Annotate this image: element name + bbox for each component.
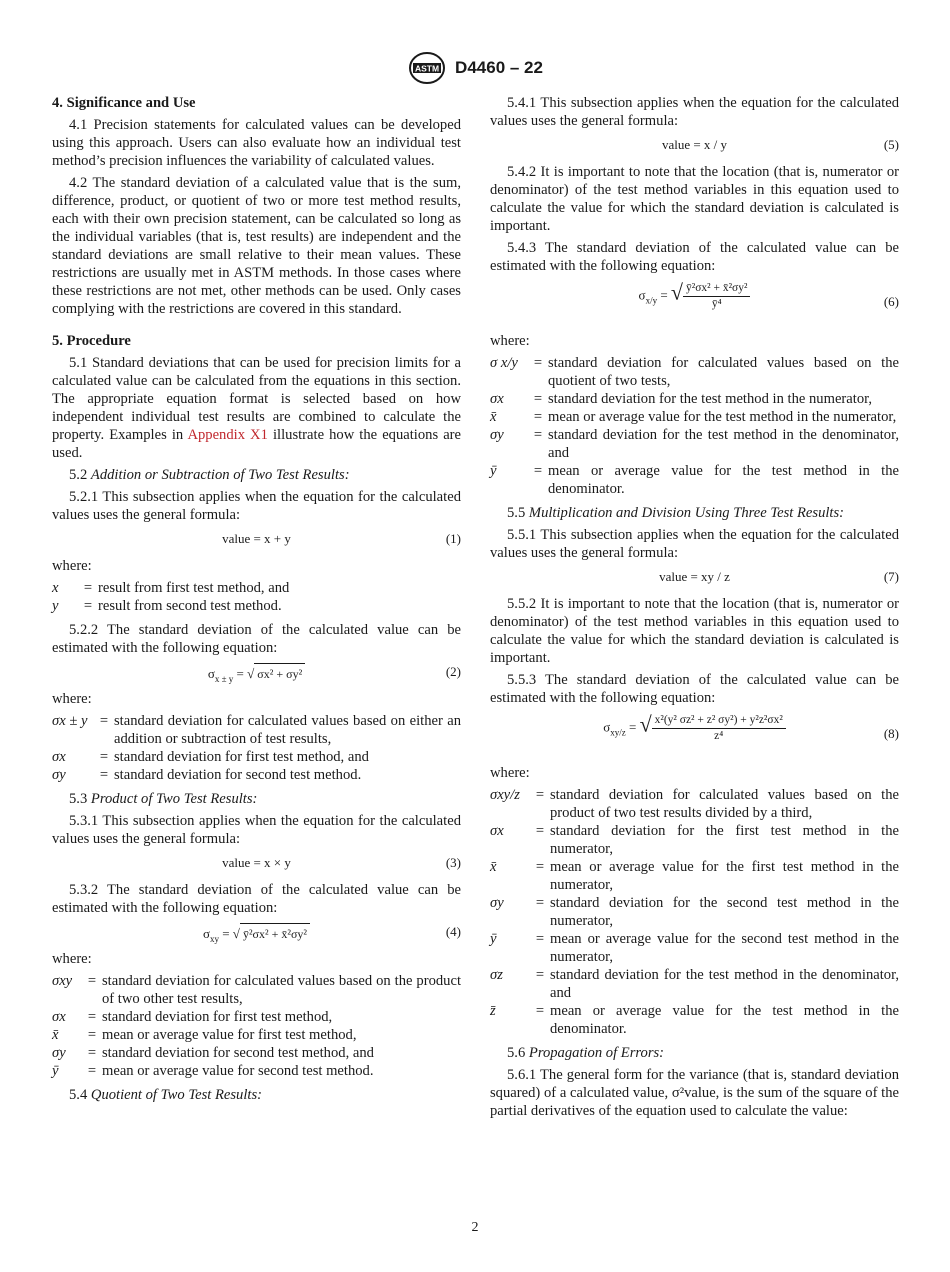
equation-4-lhs: σ [202,926,210,941]
definitions-eq4 [52,972,461,1080]
definition-row: y = result from second test method. [52,597,461,615]
definition-row: σxy/z = standard deviation for calculated values based on the product of two test results divided by a third, [490,787,899,821]
equation-4: $\sigma_{xy}$ = √ ȳ²σx² + x̄²σy² (4) [202,924,461,944]
definition-row: ȳ = mean or average value for second test method. [52,1062,461,1080]
definition-text: standard deviation for calculated values based on the product of two test results divided by a third, [550,787,899,821]
definition-text: standard deviation for second test method. [114,767,362,783]
equation-6-number: (6) [883,294,899,309]
equation-7-expression: value = xy / z [659,569,730,584]
definition-text: standard deviation for first test method, [102,1009,333,1025]
equation-8-lhs-sub: xy/z [610,727,626,738]
equation-6-lhs: σ [638,287,646,303]
paragraph-5-2-2: 5.2.2 The standard deviation of the calculated value can be estimated with the following equation: [52,622,461,656]
definition-symbol: σx [52,749,66,765]
appendix-x1-link[interactable]: Appendix X1 [187,427,268,443]
definitions-eq6 [490,354,899,498]
equation-5-expression: value = x / y [661,137,728,152]
equation-2-number: (2) [445,664,461,679]
subsection-title: Propagation of Errors: [528,1045,665,1061]
definition-symbol: σy [52,767,66,783]
paragraph-5-6 [490,1044,899,1062]
equation-6-denominator: ȳ⁴ [711,298,722,310]
paragraph-5-1-text-b: illustrate how the equations are used. [52,427,462,461]
definition-row: z̄ = mean or average value for the test method in the denominator. [490,1003,899,1037]
equation-6-numerator: ȳ²σx² + x̄²σy² [683,281,750,297]
definition-row: σy = standard deviation for second test method. [52,766,461,784]
paragraph-5-3-2: 5.3.2 The standard deviation of the calculated value can be estimated with the following equation: [52,882,461,916]
definition-row: σ x/y = standard deviation for calculated values based on the quotient of two tests, [490,355,899,389]
paragraph-5-4-2: 5.4.2 It is important to note that the location (that is, numerator or denominator) of the test method variables in this equation used to calculate the value for which the standard deviation is calculated is important. [490,164,899,234]
paragraph-5-1-text-a: 5.1 Standard deviations that can be used for precision limits for a calculated value can be calculated from the equations in this section. The appropriate equation format is selected based on how independent individual test results are combined to calculate the property. Examples in [52,355,461,443]
paragraph-5-5 [490,504,899,522]
definition-row: σy = standard deviation for the test method in the denominator, and [490,427,899,461]
equation-8-denominator: z⁴ [714,730,724,742]
equation-1-expression: value = x + y [222,531,291,546]
definition-text: standard deviation for calculated values based on either an addition or subtraction of test results, [114,713,461,747]
definition-text: standard deviation for first test method, and [114,749,369,765]
definition-symbol: σx [490,823,504,839]
paragraph-5-6-1: 5.6.1 The general form for the variance (that is, standard deviation squared) of a calculated value, σ²value, is the sum of the square of the partial derivatives of the equation used to calculate the value: [490,1067,899,1119]
definition-row: x̄ = mean or average value for first test method, [52,1026,461,1044]
definitions-eq2 [52,712,461,784]
equation-4-radicand: ȳ²σx² + x̄²σy² [240,923,310,943]
equation-8-numerator: x²(y² σz² + z² σy²) + y²z²σx² [652,713,786,729]
definition-row: σy = standard deviation for the second test method in the numerator, [490,895,899,929]
astm-logo-icon [407,50,447,86]
where-label: where: [52,951,92,967]
paragraph-5-5-3: 5.5.3 The standard deviation of the calculated value can be estimated with the following equation: [490,672,899,706]
definition-symbol: x [52,580,59,596]
equation-8-lhs: σ [603,719,611,735]
definition-symbol: z̄ [490,1003,496,1019]
equation-3 [52,852,461,874]
paragraph-5-4 [52,1086,461,1104]
paragraph-5-5-1: 5.5.1 This subsection applies when the equation for the calculated values uses the general formula: [490,527,899,561]
paragraph-5-2-1: 5.2.1 This subsection applies when the equation for the calculated values uses the general formula: [52,489,461,523]
definition-row: σx = standard deviation for first test method, [52,1008,461,1026]
sqrt-icon: √ [670,279,683,305]
definition-text: mean or average value for second test method. [102,1063,374,1079]
sqrt-icon: √ [639,711,652,737]
definition-row: σx = standard deviation for first test method, and [52,748,461,766]
equation-3-number: (3) [445,855,461,870]
definition-text: standard deviation for calculated values based on the product of two other test results, [102,973,461,1007]
definition-symbol: σy [490,895,504,911]
definition-row: σy = standard deviation for second test method, and [52,1044,461,1062]
equation-7 [490,566,899,588]
equation-8: $\sigma_{xy/z}$ = √ $\frac{\text{x²(y² σz² + z² σy²) + y²z²σx²}}{\text{z⁴}}$ (8) [603,711,899,742]
where-label: where: [490,765,530,781]
definition-text: standard deviation for second test method, and [102,1045,374,1061]
section-4-heading: 4. Significance and Use [52,95,196,111]
definition-symbol: y [52,598,59,614]
subsection-title: Quotient of Two Test Results: [90,1087,262,1103]
definition-row: x = result from first test method, and [52,579,461,597]
equation-5-number: (5) [883,137,899,152]
definition-text: standard deviation for the second test method in the numerator, [550,895,899,929]
equation-2-lhs-sub: x ± y [214,674,234,684]
subsection-number: 5.4 [69,1087,88,1103]
paragraph-4-2: 4.2 The standard deviation of a calculated value that is the sum, difference, product, or quotient of two or more test method results, each with their own precision statement, can be calculated so long as the individual variables (that is, test results) are independent and the standard deviations are small relative to their mean values. These restrictions are usually met in ASTM methods. In those cases where these restrictions are not met, other methods can be used. Only cases complying with the restrictions are covered in this standard. [52,175,461,317]
right-column [490,94,899,1124]
definition-symbol: σx [490,391,504,407]
definition-text: standard deviation for the first test method in the numerator, [550,823,899,857]
left-column [52,94,461,1108]
definition-symbol: ȳ [490,463,497,479]
definition-row: σx ± y = standard deviation for calculated values based on either an addition or subtraction of test results, [52,713,461,747]
subsection-number: 5.6 [507,1045,526,1061]
where-label: where: [52,691,92,707]
section-5-heading: 5. Procedure [52,333,131,349]
definition-symbol: x̄ [52,1027,59,1043]
definition-symbol: ȳ [52,1063,59,1079]
equation-8-number: (8) [883,726,899,741]
paragraph-5-3-1: 5.3.1 This subsection applies when the equation for the calculated values uses the general formula: [52,813,461,847]
definition-row: x̄ = mean or average value for the test method in the numerator, [490,408,899,426]
definition-text: standard deviation for the test method in the denominator, and [550,967,899,1001]
definition-symbol: σy [490,427,504,443]
definition-text: mean or average value for the first test method in the numerator, [550,859,899,893]
subsection-number: 5.5 [507,505,526,521]
definition-text: mean or average value for the test method in the numerator, [548,409,897,425]
definition-text: mean or average value for the test method in the denominator. [550,1003,899,1037]
subsection-title: Multiplication and Division Using Three Test Results: [528,505,845,521]
subsection-title: Addition or Subtraction of Two Test Results: [90,467,350,483]
standard-designation: D4460 – 22 [455,58,543,77]
definition-row: σx = standard deviation for the first test method in the numerator, [490,823,899,857]
equation-1 [52,528,461,550]
page-number: 2 [471,1220,479,1235]
subsection-title: Product of Two Test Results: [90,791,258,807]
paragraph-5-5-2: 5.5.2 It is important to note that the location (that is, numerator or denominator) of the test method variables in this equation used to calculate the value for which the standard deviation is calculated is important. [490,596,899,666]
definition-row: ȳ = mean or average value for the second test method in the numerator, [490,931,899,965]
definition-text: standard deviation for the test method in the denominator, and [548,427,899,461]
equation-2: $\sigma_{x \pm y}$ = √ σx² + σy² (2) [207,664,461,684]
definition-symbol: σx [52,1009,66,1025]
paragraph-5-3 [52,790,461,808]
where-label: where: [52,558,92,574]
equation-6-fraction [683,281,750,312]
definition-symbol: ȳ [490,931,497,947]
paragraph-5-4-3: 5.4.3 The standard deviation of the calculated value can be estimated with the following equation: [490,240,899,274]
page-header [0,50,950,86]
definition-text: mean or average value for the test method in the denominator. [548,463,899,497]
definition-row: σx = standard deviation for the test method in the numerator, [490,390,899,408]
subsection-number: 5.2 [69,467,88,483]
definition-row: ȳ = mean or average value for the test method in the denominator. [490,463,899,497]
equation-8-fraction [652,713,786,744]
definition-symbol: x̄ [490,859,497,875]
equation-2-lhs: σ [207,666,215,681]
equation-6: $\sigma_{x/y}$ = √ $\frac{\text{ȳ²σx² + x̄²σy²}}{\text{ȳ⁴}}$ (6) [638,279,899,310]
svg-text:ASTM: ASTM [415,63,440,74]
where-label: where: [490,333,530,349]
definitions-eq8 [490,786,899,1038]
definition-text: result from first test method, and [98,580,290,596]
equation-1-number: (1) [445,531,461,546]
definition-symbol: σx ± y [52,713,88,729]
equation-3-expression: value = x × y [222,855,291,870]
definition-row: σxy = standard deviation for calculated values based on the product of two other test results, [52,973,461,1007]
paragraph-5-1 [52,354,461,462]
definition-symbol: σxy/z [490,787,520,803]
equation-6-lhs-sub: x/y [645,295,658,306]
equation-2-radicand: σx² + σy² [254,663,305,683]
definition-symbol: σ x/y [490,355,518,371]
equation-4-lhs-sub: xy [209,934,219,944]
equation-5 [490,134,899,156]
definition-text: result from second test method. [98,598,282,614]
definition-text: standard deviation for calculated values based on the quotient of two tests, [548,355,899,389]
definition-text: mean or average value for first test method, [102,1027,357,1043]
definition-text: mean or average value for the second test method in the numerator, [550,931,899,965]
definition-text: standard deviation for the test method in the numerator, [548,391,873,407]
definition-symbol: σy [52,1045,66,1061]
definition-symbol: σxy [52,973,73,989]
definition-symbol: σz [490,967,503,983]
equation-4-number: (4) [445,924,461,939]
definition-symbol: x̄ [490,409,497,425]
equation-7-number: (7) [883,569,899,584]
paragraph-5-2 [52,466,461,484]
paragraph-4-1: 4.1 Precision statements for calculated values can be developed using this approach. Users can also evaluate how an individual test method’s precision influences the variability of calculated values. [52,117,461,169]
paragraph-5-4-1: 5.4.1 This subsection applies when the equation for the calculated values uses the general formula: [490,95,899,129]
subsection-number: 5.3 [69,791,88,807]
definition-row: x̄ = mean or average value for the first test method in the numerator, [490,859,899,893]
definitions-eq1 [52,579,461,615]
definition-row: σz = standard deviation for the test method in the denominator, and [490,967,899,1001]
